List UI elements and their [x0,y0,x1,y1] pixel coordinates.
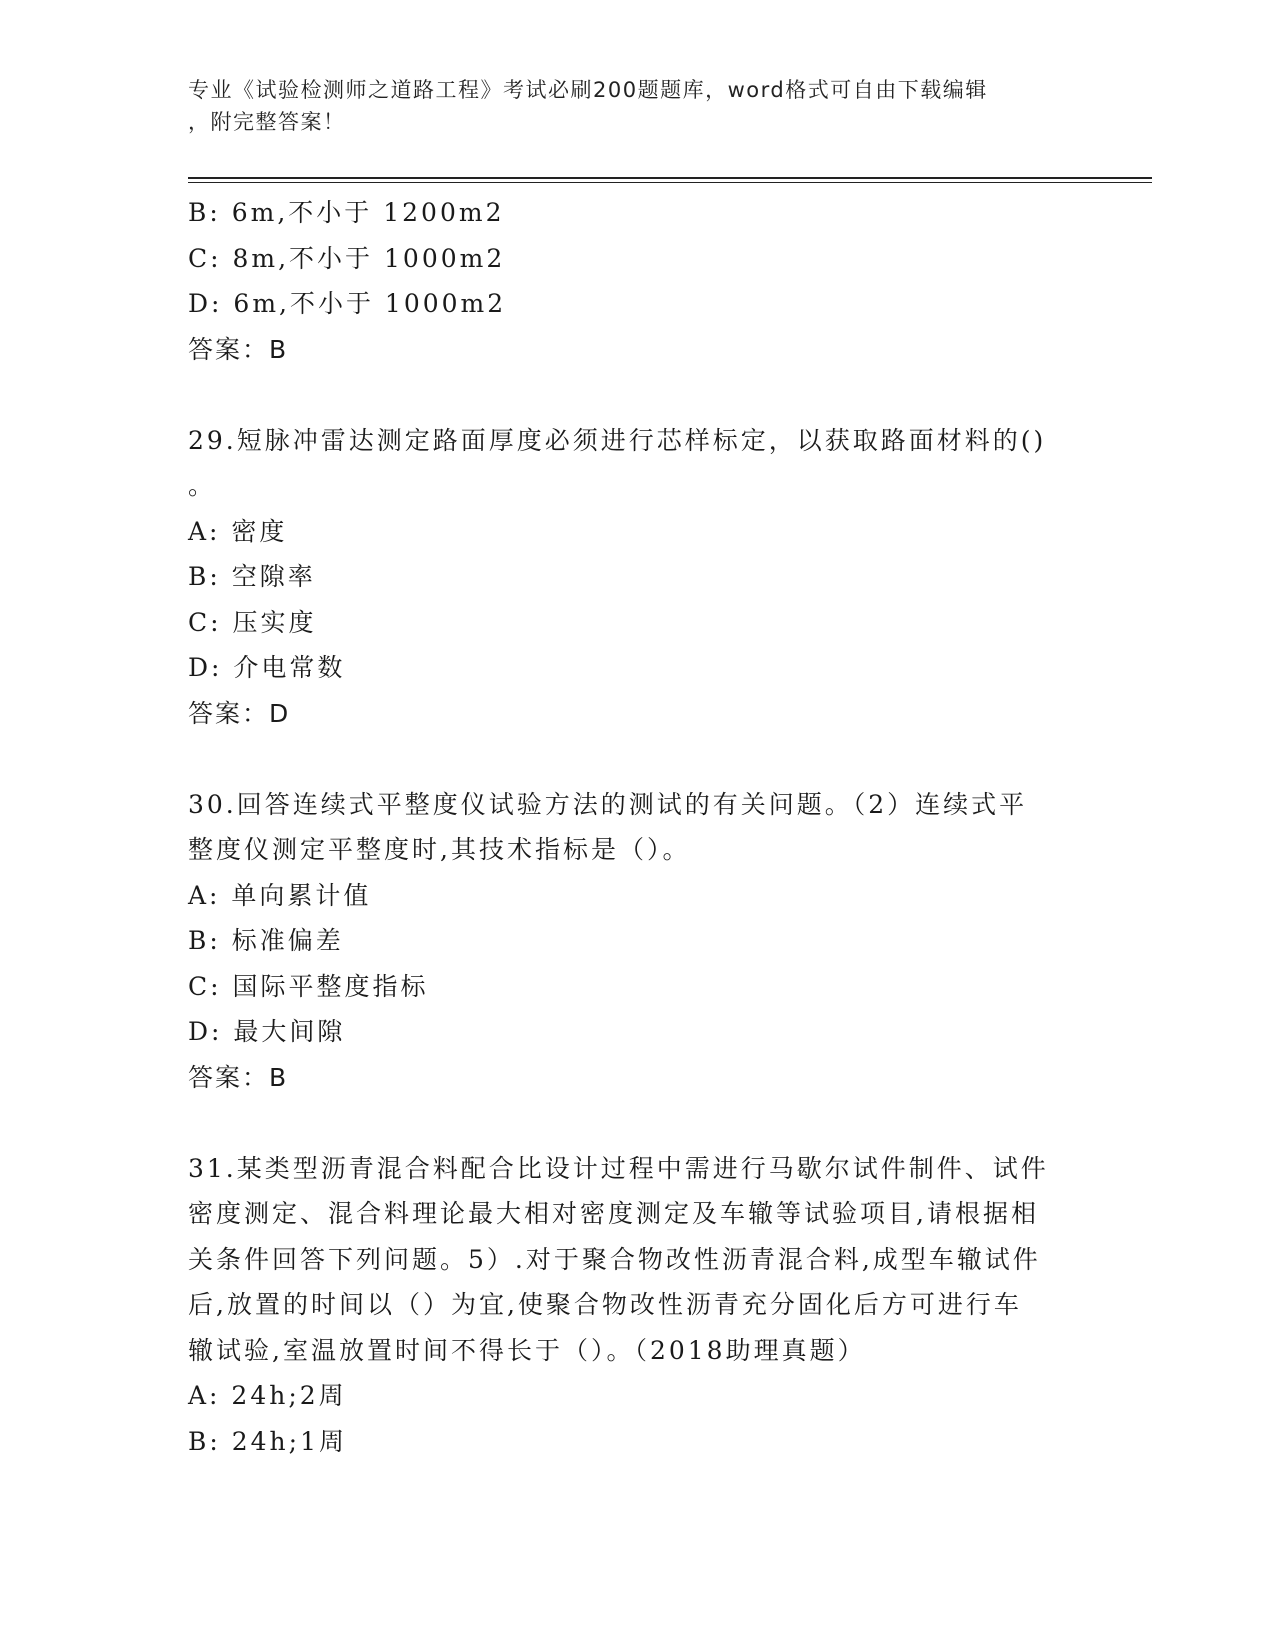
question-29-text [188,418,1088,509]
answer-line: 答案：B [188,1062,289,1092]
question-line: 辙试验,室温放置时间不得长于（）。（2018助理真题） [188,1335,866,1365]
option-b: B: 6m,不小于 1200m2 [188,198,505,227]
answer-line: 答案：B [188,334,289,364]
option-c: C: 国际平整度指标 [188,971,429,1001]
option-a: A: 单向累计值 [188,880,372,910]
option-a: A: 24h;2周 [188,1381,347,1410]
option-d: D: 6m,不小于 1000m2 [188,289,507,318]
option-b: B: 空隙率 [188,562,316,591]
question-line: 30.回答连续式平整度仪试验方法的测试的有关问题。（2）连续式平 [188,789,1028,819]
document-header [188,74,1068,138]
question-line: 31.某类型沥青混合料配合比设计过程中需进行马歇尔试件制件、试件 [188,1153,1049,1183]
header-divider [188,177,1152,179]
header-line-1: 专业《试验检测师之道路工程》考试必刷200题题库，word格式可自由下载编辑 [188,78,988,102]
header-divider-thin [188,182,1152,183]
question-line: 29.短脉冲雷达测定路面厚度必须进行芯样标定，以获取路面材料的() [188,425,1047,455]
header-line-2: ，附完整答案！ [188,110,346,134]
option-d: D: 最大间隙 [188,1017,346,1046]
question-line: 。 [188,471,217,500]
answer-line: 答案：D [188,698,291,728]
question-31-text [188,1146,1088,1374]
question-line: 整度仪测定平整度时,其技术指标是（）。 [188,835,691,864]
option-b: B: 标准偏差 [188,926,344,955]
option-d: D: 介电常数 [188,653,346,682]
option-c: C: 压实度 [188,607,317,637]
option-c: C: 8m,不小于 1000m2 [188,243,506,273]
option-a: A: 密度 [188,516,288,546]
question-line: 密度测定、混合料理论最大相对密度测定及车辙等试验项目,请根据相 [188,1199,1039,1228]
question-content [188,190,1088,1464]
question-30-text [188,782,1088,873]
option-b: B: 24h;1周 [188,1426,347,1456]
question-line: 关条件回答下列问题。5）.对于聚合物改性沥青混合料,成型车辙试件 [188,1244,1041,1274]
question-line: 后,放置的时间以（）为宜,使聚合物改性沥青充分固化后方可进行车 [188,1290,1022,1319]
